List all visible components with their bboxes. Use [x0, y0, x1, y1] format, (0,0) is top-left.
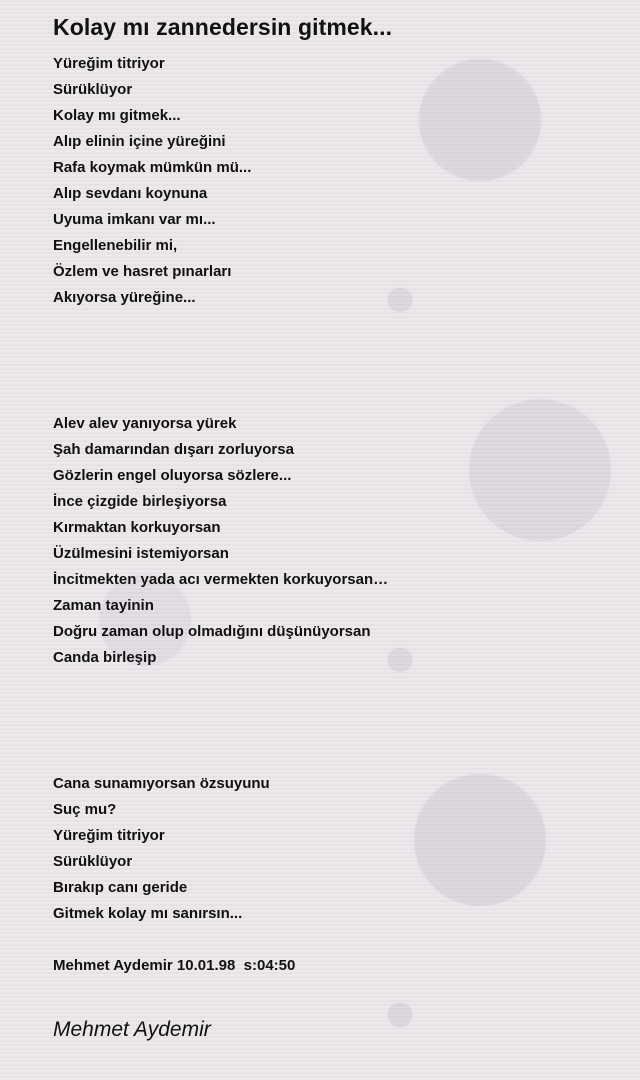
poem-line: Gözlerin engel oluyorsa sözlere... [53, 467, 292, 484]
poem-line: Özlem ve hasret pınarları [53, 263, 232, 280]
poem-line: Kırmaktan korkuyorsan [53, 519, 221, 536]
poem-line: Sürüklüyor [53, 81, 133, 98]
poem-line: İncitmekten yada acı vermekten korkuyorsan… [53, 571, 389, 588]
signature-line: Mehmet Aydemir 10.01.98 s:04:50 [53, 957, 296, 974]
poem-line: Bırakıp canı geride [53, 879, 188, 896]
stanza-2 [53, 411, 613, 671]
poem-line: İnce çizgide birleşiyorsa [53, 493, 227, 510]
stanza-3 [53, 771, 613, 927]
poem-line: Alıp sevdanı koynuna [53, 185, 208, 202]
poem-line: Engellenebilir mi, [53, 237, 178, 254]
poem-line: Canda birleşip [53, 649, 157, 666]
stanza-1 [53, 51, 613, 311]
poem-line: Yüreğim titriyor [53, 55, 165, 72]
poem-line: Üzülmesini istemiyorsan [53, 545, 229, 562]
poem-line: Sürüklüyor [53, 853, 133, 870]
author-name: Mehmet Aydemir [53, 1018, 211, 1041]
poem-line: Alıp elinin içine yüreğini [53, 133, 226, 150]
poem-line: Kolay mı gitmek... [53, 107, 181, 124]
poem-line: Cana sunamıyorsan özsuyunu [53, 775, 270, 792]
poem-line: Alev alev yanıyorsa yürek [53, 415, 237, 432]
poem-line: Şah damarından dışarı zorluyorsa [53, 441, 294, 458]
poem-title: Kolay mı zannedersin gitmek... [53, 14, 393, 40]
poem-line: Akıyorsa yüreğine... [53, 289, 196, 306]
poem-page [53, 12, 613, 1043]
poem-line: Zaman tayinin [53, 597, 154, 614]
poem-line: Rafa koymak mümkün mü... [53, 159, 252, 176]
poem-line: Doğru zaman olup olmadığını düşünüyorsan [53, 623, 371, 640]
poem-line: Gitmek kolay mı sanırsın... [53, 905, 243, 922]
poem-line: Yüreğim titriyor [53, 827, 165, 844]
poem-line: Suç mu? [53, 801, 117, 818]
poem-line: Uyuma imkanı var mı... [53, 211, 216, 228]
